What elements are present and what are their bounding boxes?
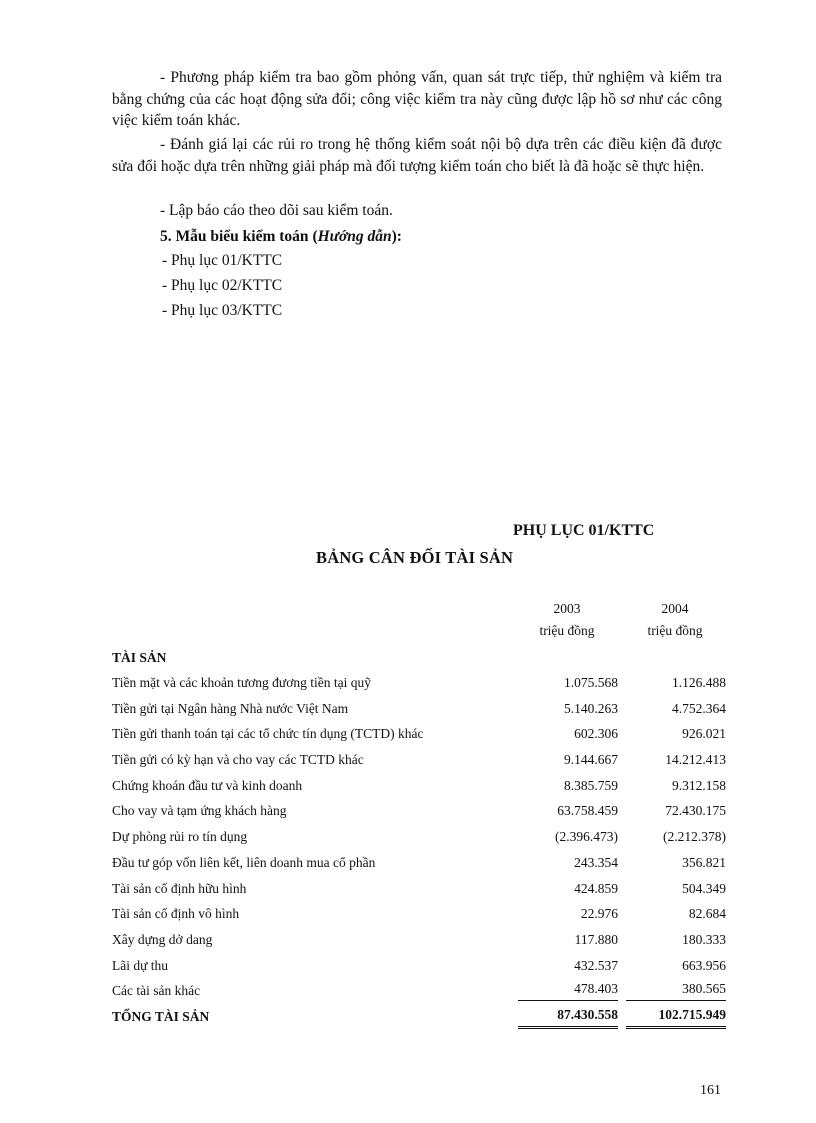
table-row: Tiền mặt và các khoản tương đương tiền tại quỹ 1.075.568 1.126.488 [112, 675, 726, 690]
table-row: Tiền gửi tại Ngân hàng Nhà nước Việt Nam 5.140.263 4.752.364 [112, 700, 726, 716]
appendix-code: PHỤ LỤC 01/KTTC [513, 522, 655, 539]
appendix-list-item: - Phụ lục 02/KTTC [162, 277, 283, 294]
appendix-list-item: - Phụ lục 01/KTTC [162, 252, 283, 269]
balance-sheet-table [112, 646, 732, 1030]
page-number: 161 [700, 1083, 721, 1098]
paragraph-inspection-method: - Phương pháp kiểm tra bao gồm phỏng vấn, quan sát trực tiếp, thử nghiệm và kiểm tra bằng chứng của các hoạt động sửa đổi; công việc kiểm tra này cũng được lập hồ sơ như các công việc kiểm toán khác. [112, 69, 722, 129]
appendix-list-item: - Phụ lục 03/KTTC [162, 302, 283, 319]
paragraph-risk-reassessment: - Đánh giá lại các rủi ro trong hệ thống kiểm soát nội bộ dựa trên các điều kiện đã được sửa đổi hoặc dựa trên những giải pháp mà đối tượng kiểm toán cho biết là đã hoặc sẽ thực hiện. [112, 136, 722, 175]
table-row: Dự phòng rủi ro tín dụng (2.396.473) (2.212.378) [112, 829, 726, 845]
paragraph-followup-report: - Lập báo cáo theo dõi sau kiểm toán. [160, 202, 393, 219]
table-row: Tiền gửi có kỳ hạn và cho vay các TCTD khác 9.144.667 14.212.413 [112, 752, 726, 768]
table-row: Tiền gửi thanh toán tại các tổ chức tín dụng (TCTD) khác 602.306 926.021 [112, 726, 726, 742]
table-row: Tài sản cố định vô hình 22.976 82.684 [112, 906, 726, 922]
table-row: Xây dựng dở dang 117.880 180.333 [112, 931, 726, 947]
section-5-heading: 5. Mẫu biểu kiểm toán (Hướng dẫn): [160, 228, 402, 245]
table-title: BẢNG CÂN ĐỐI TÀI SẢN [316, 548, 514, 567]
table-row: Chứng khoán đầu tư và kinh doanh 8.385.759 9.312.158 [112, 777, 726, 793]
table-row: Tài sản cố định hữu hình 424.859 504.349 [112, 880, 726, 896]
column-header-2003: 2003 triệu đồng [539, 601, 595, 638]
table-row: Đầu tư góp vốn liên kết, liên doanh mua cổ phần 243.354 356.821 [112, 854, 726, 870]
table-row: Cho vay và tạm ứng khách hàng 63.758.459 72.430.175 [112, 803, 726, 819]
section-label-assets: TÀI SẢN [112, 650, 167, 665]
table-row: Các tài sản khác 478.403 380.565 [112, 978, 732, 1004]
total-row: TỔNG TÀI SẢN 87.430.558 102.715.949 [112, 1004, 732, 1030]
column-header-2004: 2004 triệu đồng [647, 601, 703, 638]
table-row: Lãi dự thu 432.537 663.956 [112, 957, 726, 973]
